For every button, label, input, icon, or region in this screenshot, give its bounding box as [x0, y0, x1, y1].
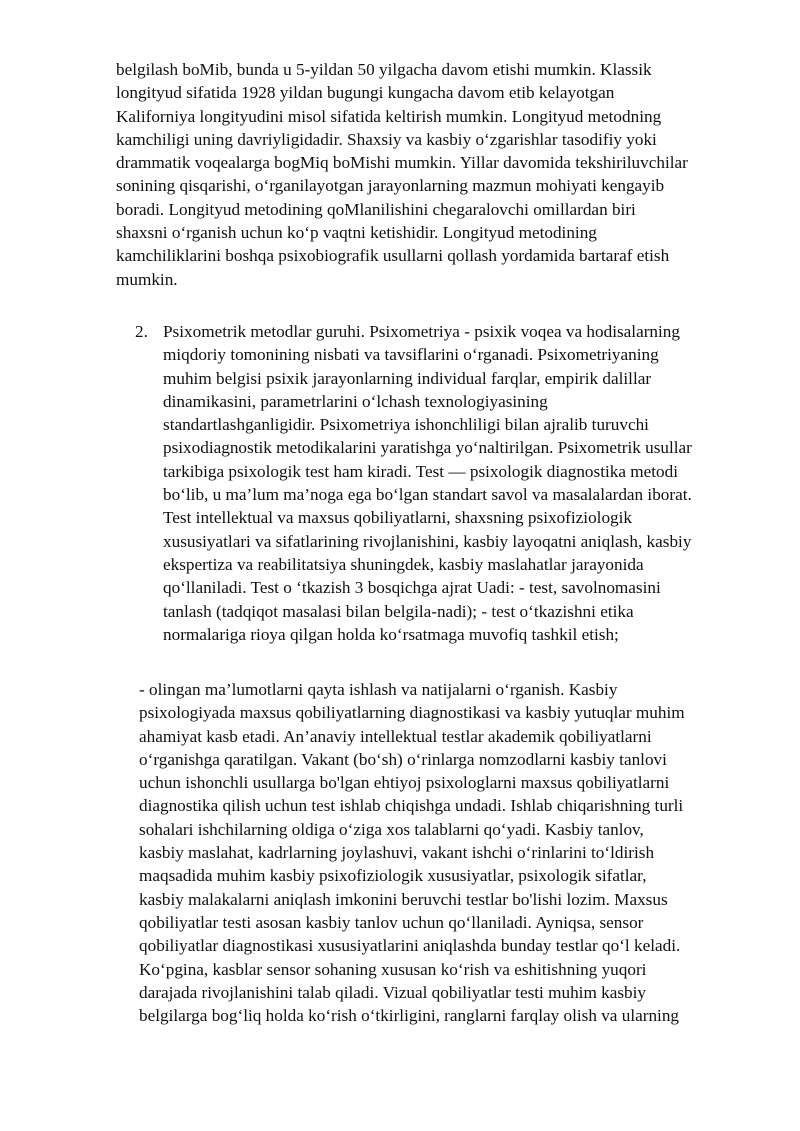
text-line: sonining qisqarishi, o‘rganilayotgan jarayonlarning mazmun mohiyati kengayib — [116, 176, 665, 196]
list-item-number: 2. — [135, 322, 148, 341]
text-line: sohalari ishchilarning oldiga o‘ziga xos talablarni qo‘yadi. Kasbiy tanlov, — [139, 819, 644, 839]
text-line: boradi. Longityud metodining qoMlanilishini chegaralovchi omillardan biri — [116, 199, 636, 219]
text-line: tarkibiga psixologik test ham kiradi. Test — psixologik diagnostika metodi — [163, 461, 679, 481]
text-line: psixodiagnostik metodikalarini yaratishga yo‘naltirilgan. Psixometrik usullar — [163, 438, 692, 458]
text-line: kasbiy malakalarni aniqlash imkonini beruvchi testlar bo'lishi lozim. Maxsus — [139, 889, 668, 909]
text-line: belgilarga bog‘liq holda ko‘rish o‘tkirligini, ranglarni farqlay olish va ularning — [139, 1006, 680, 1026]
text-line: Kaliforniya longityudini misol sifatida keltirish mumkin. Longityud metodning — [116, 106, 662, 126]
text-line: bo‘lib, u ma’lum ma’noga ega bo‘lgan standart savol va masalalardan iborat. — [163, 485, 692, 505]
text-line: kasbiy maslahat, kadrlarning joylashuvi, vakant ishchi o‘rinlarini to‘ldirish — [139, 843, 655, 863]
text-line: muhim belgisi psixik jarayonlarning individual farqlar, empirik dalillar — [163, 368, 652, 388]
text-line: - olingan ma’lumotlarni qayta ishlash va natijalarni o‘rganish. Kasbiy — [139, 680, 618, 699]
text-line: Ko‘pgina, kasblar sensor sohaning xususan ko‘rish va eshitishning yuqori — [139, 959, 647, 979]
text-line: mumkin. — [116, 269, 178, 289]
text-line: kamchiliklarini boshqa psixobiografik usullarni qollash yordamida bartaraf etish — [116, 246, 670, 266]
text-line: belgilash boMib, bunda u 5-yildan 50 yilgacha davom etishi mumkin. Klassik — [116, 60, 652, 79]
text-line: xususiyatlari va sifatlarining rivojlanishini, kasbiy layoqatni aniqlash, kasbiy — [163, 531, 692, 551]
paragraph-3 — [139, 678, 685, 1027]
text-line: ahamiyat kasb etadi. An’anaviy intellektual testlar akademik qobiliyatlarni — [139, 726, 652, 746]
text-line: shaxsni o‘rganish uchun ko‘p vaqtni ketishidir. Longityud metodining — [116, 223, 597, 243]
paragraph-1 — [116, 58, 688, 291]
text-line: qo‘llaniladi. Test o ‘tkazish 3 bosqichga ajrat Uadi: - test, savolnomasini — [163, 578, 661, 598]
text-line: miqdoriy tomonining nisbati va tavsiflarini o‘rganadi. Psixometriyaning — [163, 345, 659, 365]
text-line: qobiliyatlar diagnostikasi xususiyatlarini aniqlashda bunday testlar qo‘l keladi. — [139, 936, 681, 956]
text-line: darajada rivojlanishini talab qiladi. Vizual qobiliyatlar testi muhim kasbiy — [139, 982, 646, 1002]
text-line: uchun ishonchli usullarga bo'lgan ehtiyoj psixologlarni maxsus qobiliyatlarni — [139, 773, 670, 793]
text-line: longityud sifatida 1928 yildan bugungi kungacha davom etib kelayotgan — [116, 83, 615, 103]
text-line: Psixometrik metodlar guruhi. Psixometriya - psixik voqea va hodisalarning — [163, 322, 680, 341]
text-line: ekspertiza va reabilitatsiya shuningdek, kasbiy maslahatlar jarayonida — [163, 554, 644, 574]
text-line: standartlashganligidir. Psixometriya ishonchliligi bilan ajralib turuvchi — [163, 415, 649, 435]
text-line: qobiliyatlar testi asosan kasbiy tanlov uchun qo‘llaniladi. Ayniqsa, sensor — [139, 912, 644, 932]
text-line: drammatik voqealarga bogMiq boMishi mumkin. Yillar davomida tekshiriluvchilar — [116, 153, 688, 173]
text-line: maqsadida muhim kasbiy psixofiziologik xususiyatlar, psixologik sifatlar, — [139, 866, 647, 886]
text-line: diagnostika qilish uchun test ishlab chiqishga undadi. Ishlab chiqarishning turli — [139, 796, 684, 816]
text-line: kamchiligi uning davriyligidadir. Shaxsiy va kasbiy o‘zgarishlar tasodifiy yoki — [116, 129, 657, 149]
text-line: normalariga rioya qilgan holda ko‘rsatmaga muvofiq tashkil etish; — [163, 624, 619, 644]
text-line: tanlash (tadqiqot masalasi bilan belgila-nadi); - test o‘tkazishni etika — [163, 601, 634, 621]
text-line: Test intellektual va maxsus qobiliyatlarni, shaxsning psixofiziologik — [163, 508, 632, 528]
text-line: psixologiyada maxsus qobiliyatlarning diagnostikasi va kasbiy yutuqlar muhim — [139, 703, 685, 723]
text-line: o‘rganishga qaratilgan. Vakant (bo‘sh) o‘rinlarga nomzodlarni kasbiy tanlovi — [139, 749, 667, 769]
list-item-body — [163, 320, 692, 646]
text-line: dinamikasini, parametrlarini o‘lchash texnologiyasining — [163, 391, 548, 411]
